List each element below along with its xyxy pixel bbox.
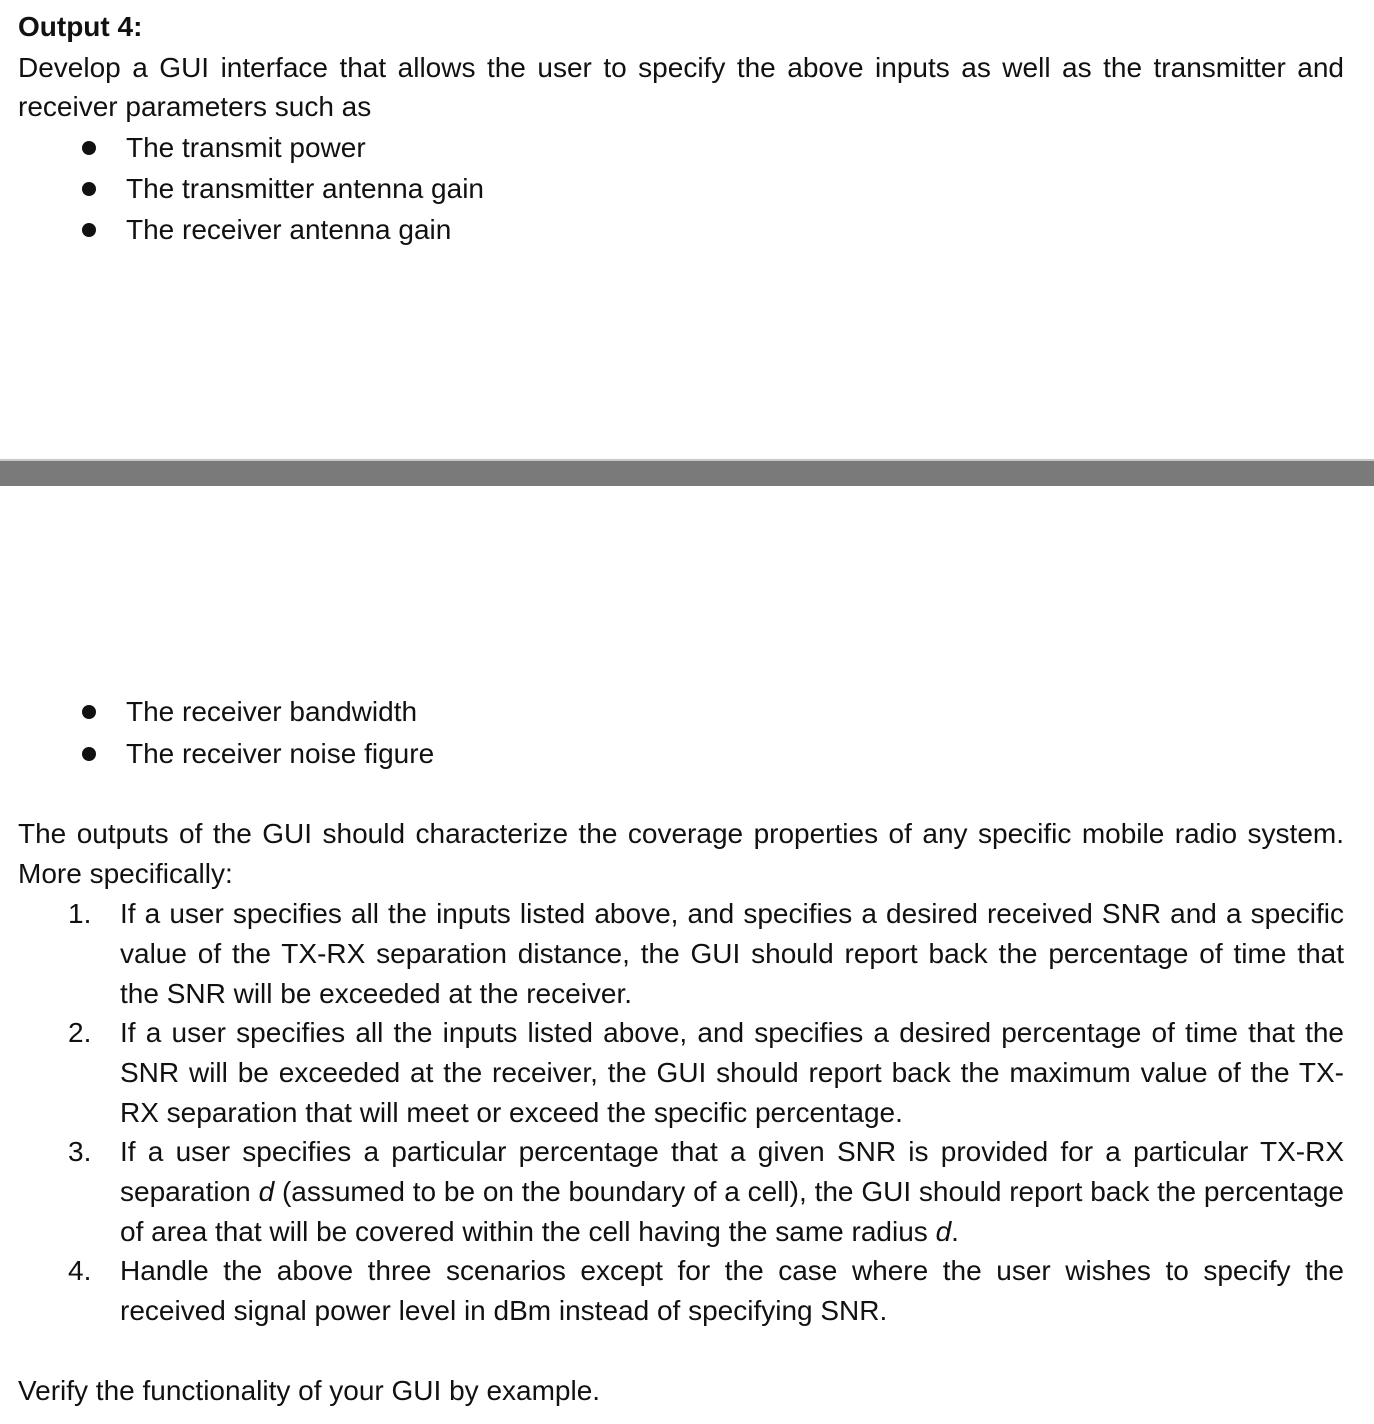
verify-paragraph: Verify the functionality of your GUI by example. [18, 1375, 601, 1406]
bullet-dot-icon [82, 705, 96, 719]
bullet-text: The transmitter antenna gain [126, 173, 484, 204]
item-number: 1. [68, 898, 92, 929]
bullet-dot-icon [82, 182, 96, 196]
page-break-divider [0, 459, 1374, 486]
item-number: 3. [68, 1136, 92, 1167]
bullet-text: The receiver antenna gain [126, 214, 452, 245]
item-text-part: (assumed to be on the boundary of a cell), the GUI should report back the percentage of area that will be covered within the cell having the same radius [120, 1176, 1344, 1247]
variable-d: d [258, 1176, 275, 1207]
item-text [120, 1132, 1344, 1252]
bullet-text: The transmit power [126, 132, 366, 163]
item-text: If a user specifies all the inputs listed above, and specifies a desired percentage of time that the SNR will be exceeded at the receiver, the GUI should report back the maximum value of the TX-RX separation that will meet or exceed the specific percentage. [120, 1017, 1344, 1128]
page-top [0, 0, 1374, 460]
bullet-text: The receiver bandwidth [126, 696, 418, 727]
outputs-paragraph: The outputs of the GUI should characterize the coverage properties of any specific mobile radio system. More specifically: [18, 818, 1344, 889]
item-number: 4. [68, 1255, 92, 1286]
intro-paragraph: Develop a GUI interface that allows the user to specify the above inputs as well as the transmitter and receiver parameters such as [18, 52, 1344, 122]
variable-d: d [935, 1216, 952, 1247]
bullet-dot-icon [82, 747, 96, 761]
item-text: If a user specifies all the inputs listed above, and specifies a desired received SNR and a specific value of the TX-RX separation distance, the GUI should report back the percentage of time that the SNR will be exceeded at the receiver. [120, 898, 1344, 1009]
item-text-part: . [951, 1216, 959, 1247]
bullet-dot-icon [82, 223, 96, 237]
bullet-text: The receiver noise figure [126, 738, 435, 769]
item-text: Handle the above three scenarios except for the case where the user wishes to specify the received signal power level in dBm instead of specifying SNR. [120, 1255, 1344, 1326]
bullet-dot-icon [82, 141, 96, 155]
item-number: 2. [68, 1017, 92, 1048]
section-heading: Output 4: [18, 11, 143, 42]
item-text-part: If a user specifies a particular percentage that a given SNR is provided for a particular TX-RX separation [120, 1136, 1344, 1207]
